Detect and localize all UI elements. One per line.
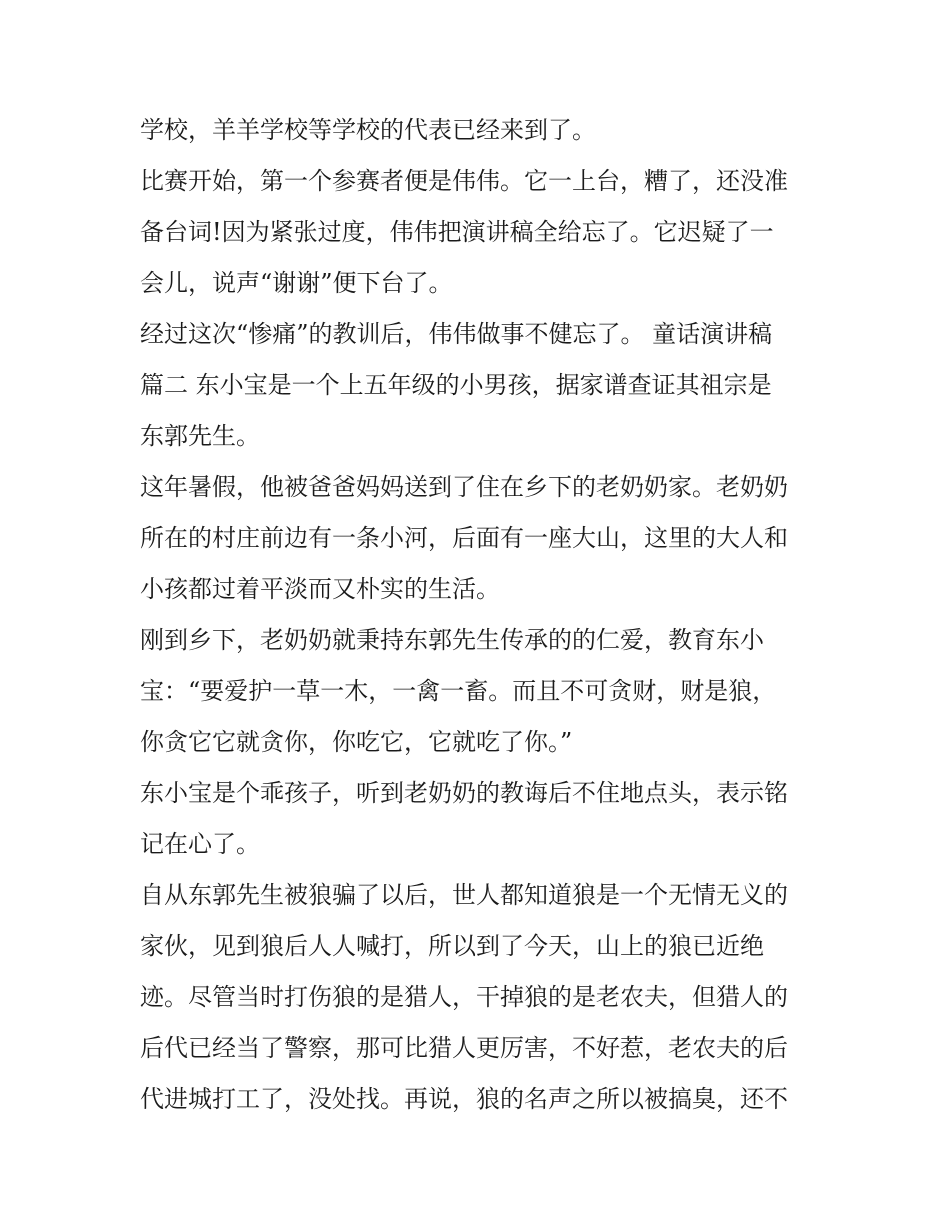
text-line-12: 宝：“要爱护一草一木，一禽一畜。而且不可贪财，财是狼， [140,677,777,705]
text-line-4: 会儿，说声“谢谢”便下台了。 [140,269,453,297]
text-line-16: 自从东郭先生被狼骗了以后，世人都知道狼是一个无情无义的 [140,881,788,909]
text-line-19: 后代已经当了警察，那可比猎人更厉害，不好惹，老农夫的后 [140,1034,788,1062]
text-line-18: 迹。尽管当时打伤狼的是猎人，干掉狼的是老农夫，但猎人的 [140,983,788,1011]
text-line-9: 所在的村庄前边有一条小河，后面有一座大山，这里的大人和 [140,524,788,552]
text-line-1: 学校，羊羊学校等学校的代表已经来到了。 [140,116,596,144]
text-line-20: 代进城打工了，没处找。再说，狼的名声之所以被搞臭，还不 [140,1085,788,1113]
text-line-13: 你贪它它就贪你，你吃它，它就吃了你。” [140,728,573,756]
text-line-7: 东郭先生。 [140,422,260,450]
text-line-6: 篇二 东小宝是一个上五年级的小男孩，据家谱查证其祖宗是 [140,371,772,399]
text-line-2: 比赛开始，第一个参赛者便是伟伟。它一上台，糟了，还没准 [140,167,788,195]
text-line-14: 东小宝是个乖孩子，听到老奶奶的教诲后不住地点头，表示铭 [140,779,788,807]
text-line-5: 经过这次“惨痛”的教训后，伟伟做事不健忘了。 童话演讲稿 [140,320,773,348]
text-line-10: 小孩都过着平淡而又朴实的生活。 [140,575,500,603]
text-line-8: 这年暑假，他被爸爸妈妈送到了住在乡下的老奶奶家。老奶奶 [140,473,788,501]
text-line-3: 备台词!因为紧张过度，伟伟把演讲稿全给忘了。它迟疑了一 [140,218,774,246]
body-text [140,110,820,1130]
text-line-11: 刚到乡下，老奶奶就秉持东郭先生传承的的仁爱，教育东小 [140,626,764,654]
text-line-17: 家伙，见到狼后人人喊打，所以到了今天，山上的狼已近绝 [140,932,764,960]
text-line-15: 记在心了。 [140,830,260,858]
